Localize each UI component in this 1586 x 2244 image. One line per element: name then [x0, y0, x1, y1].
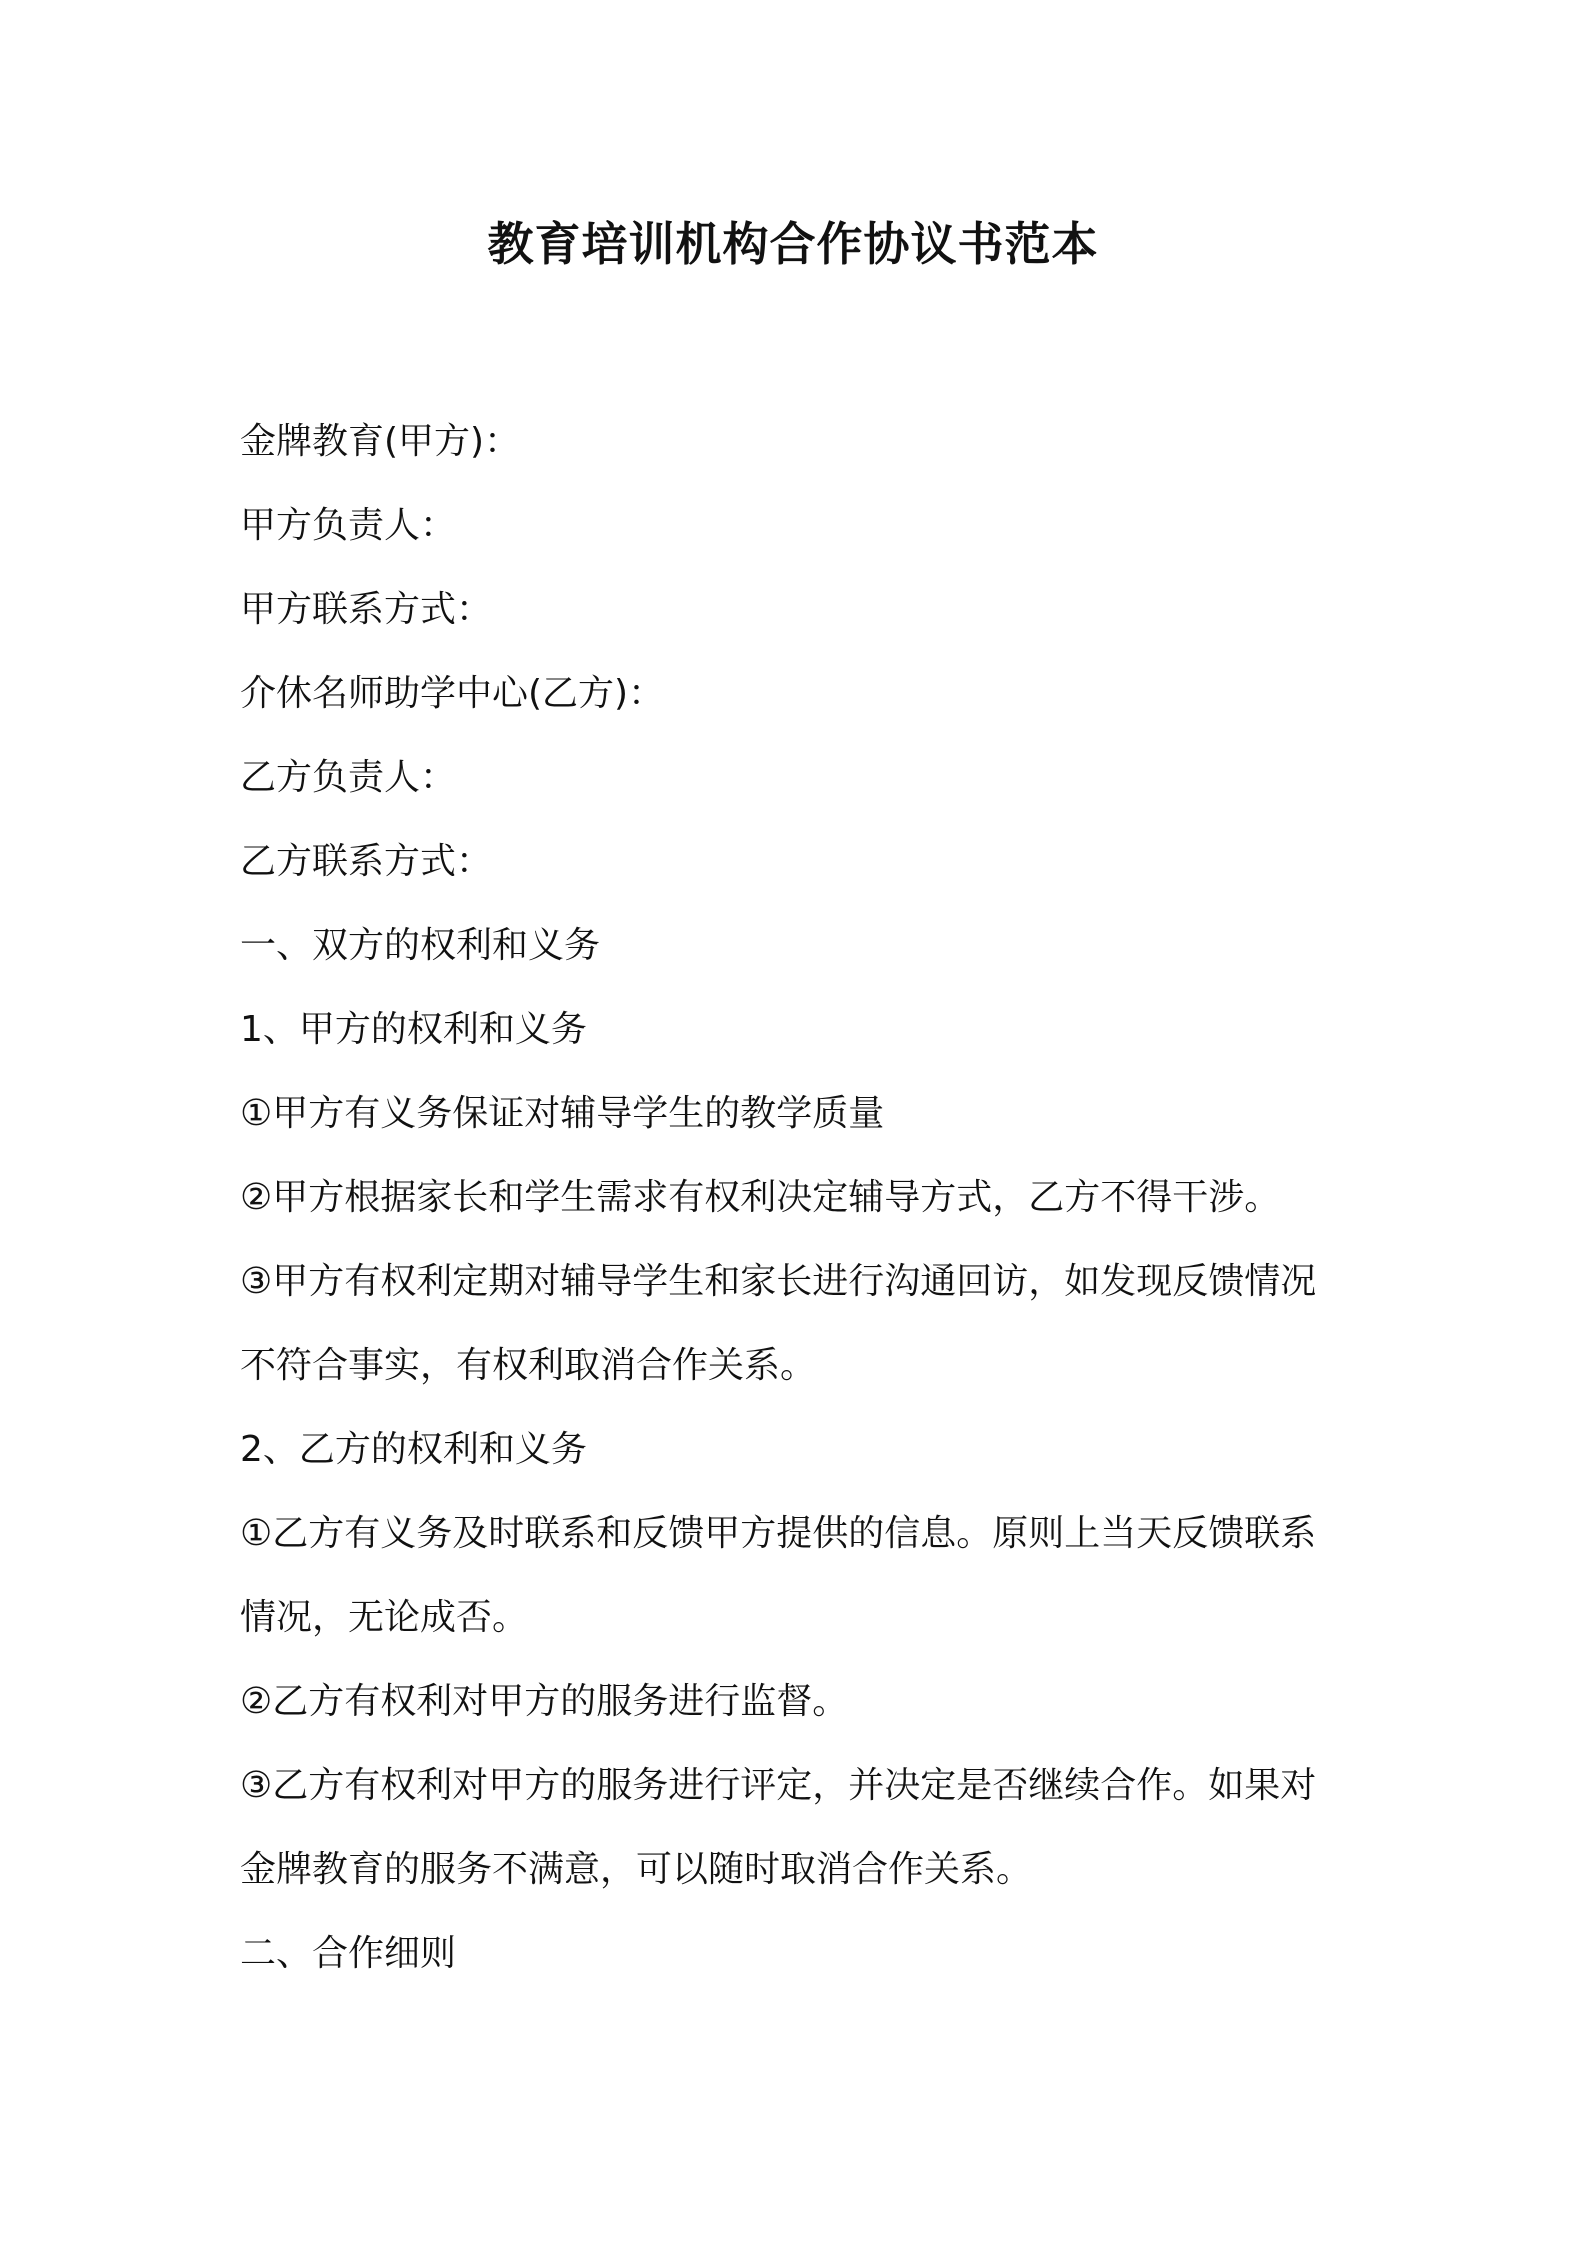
party-b-clause-1-continued: 情况，无论成否。 — [240, 1597, 529, 1638]
party-b-clause-3-continued: 金牌教育的服务不满意，可以随时取消合作关系。 — [240, 1849, 1033, 1890]
section-heading-rights-obligations: 一、双方的权利和义务 — [240, 925, 601, 966]
party-b-representative-line: 乙方负责人： — [240, 757, 457, 798]
party-a-clause-1: ①甲方有义务保证对辅导学生的教学质量 — [240, 1093, 885, 1134]
party-a-clause-2: ②甲方根据家长和学生需求有权利决定辅导方式，乙方不得干涉。 — [240, 1177, 1281, 1218]
party-a-representative-line: 甲方负责人： — [240, 505, 457, 546]
section-heading-cooperation-details: 二、合作细则 — [240, 1933, 457, 1974]
party-a-clause-3-continued: 不符合事实，有权利取消合作关系。 — [240, 1345, 817, 1386]
subsection-heading-party-a: 1、甲方的权利和义务 — [240, 1009, 587, 1050]
party-a-clause-3: ③甲方有权利定期对辅导学生和家长进行沟通回访，如发现反馈情况 — [240, 1261, 1317, 1302]
document-title: 教育培训机构合作协议书范本 — [487, 217, 1099, 271]
document-body — [240, 400, 1370, 1996]
party-b-name-line: 介休名师助学中心(乙方)： — [240, 673, 665, 714]
party-b-clause-3: ③乙方有权利对甲方的服务进行评定，并决定是否继续合作。如果对 — [240, 1765, 1317, 1806]
party-b-contact-line: 乙方联系方式： — [240, 841, 493, 882]
party-a-contact-line: 甲方联系方式： — [240, 589, 493, 630]
party-b-clause-2: ②乙方有权利对甲方的服务进行监督。 — [240, 1681, 849, 1722]
subsection-heading-party-b: 2、乙方的权利和义务 — [240, 1429, 587, 1470]
party-b-clause-1: ①乙方有义务及时联系和反馈甲方提供的信息。原则上当天反馈联系 — [240, 1513, 1317, 1554]
party-a-name-line: 金牌教育(甲方)： — [240, 421, 521, 462]
